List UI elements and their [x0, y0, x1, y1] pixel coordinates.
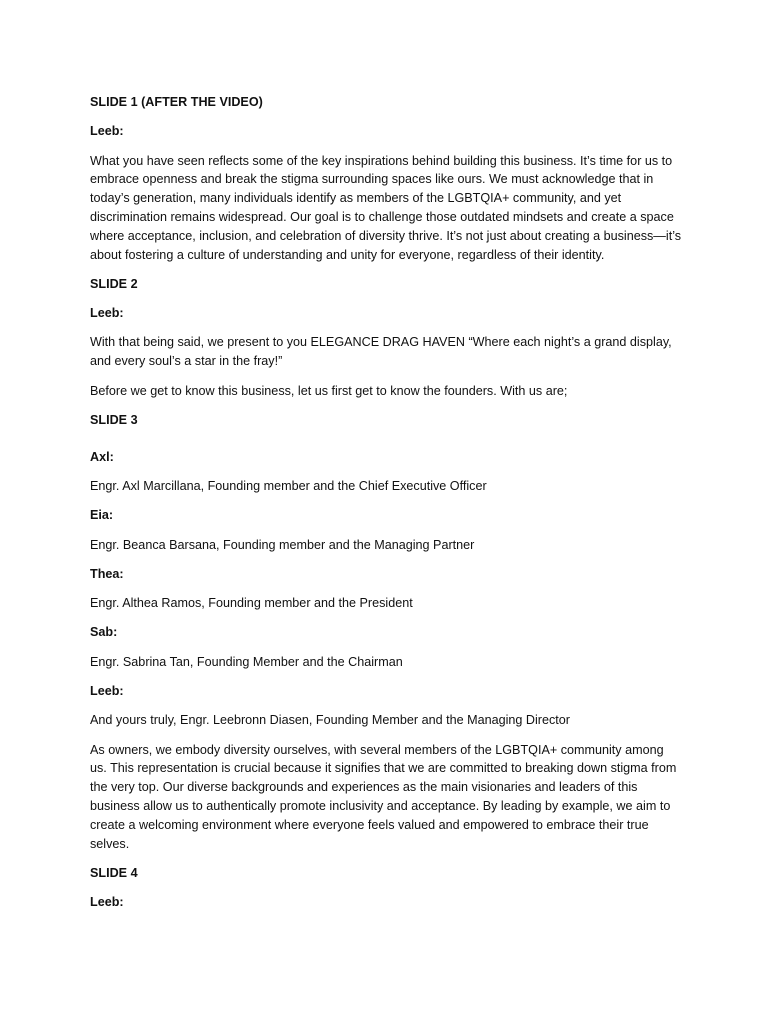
slide-2-paragraph: Before we get to know this business, let us first get to know the founders. With us are;: [90, 383, 568, 398]
speaker-label: Axl:: [90, 449, 114, 464]
slide-1-heading: SLIDE 1 (AFTER THE VIDEO): [90, 95, 263, 109]
founder-line: Engr. Althea Ramos, Founding member and the President: [90, 596, 413, 611]
slide-1-paragraph: What you have seen reflects some of the key inspirations behind building this business. It’s time for us to embrace openness and break the stigma surrounding spaces like ours. We must acknowledge that in today’s generation, many individuals identify as members of the LGBTQIA+ community, and yet discrimination remains widespread. Our goal is to challenge those outdated mindsets and create a space where acceptance, inclusion, and celebration of diversity thrive. It’s not just about creating a business—it’s about fostering a culture of understanding and unity for everyone, regardless of their identity.: [90, 153, 682, 262]
speaker-label: Thea:: [90, 566, 124, 581]
slide-4-heading: SLIDE 4: [90, 865, 138, 880]
founder-line: Engr. Axl Marcillana, Founding member and the Chief Executive Officer: [90, 478, 487, 493]
speaker-label: Leeb:: [90, 306, 124, 321]
speaker-label: Leeb:: [90, 124, 124, 139]
speaker-label: Leeb:: [90, 684, 124, 699]
slide-2-heading: SLIDE 2: [90, 276, 138, 291]
founder-line: Engr. Beanca Barsana, Founding member and the Managing Partner: [90, 537, 475, 552]
founder-line: And yours truly, Engr. Leebronn Diasen, Founding Member and the Managing Director: [90, 713, 570, 728]
speaker-label: Leeb:: [90, 895, 124, 910]
slide-3-heading: SLIDE 3: [90, 412, 138, 427]
slide-3-paragraph: As owners, we embody diversity ourselves, with several members of the LGBTQIA+ community among us. This representation is crucial because it signifies that we are committed to breaking down stigma from the very top. Our diverse backgrounds and experiences as the main visionaries and leaders of this business allow us to authentically promote inclusivity and acceptance. By leading by example, we aim to create a welcoming environment where everyone feels valued and empowered to embrace their true selves.: [90, 742, 677, 851]
founder-line: Engr. Sabrina Tan, Founding Member and the Chairman: [90, 654, 403, 669]
slide-2-paragraph: With that being said, we present to you ELEGANCE DRAG HAVEN “Where each night’s a grand display, and every soul’s a star in the fray!”: [90, 335, 672, 369]
speaker-label: Sab:: [90, 625, 118, 640]
speaker-label: Eia:: [90, 508, 114, 523]
